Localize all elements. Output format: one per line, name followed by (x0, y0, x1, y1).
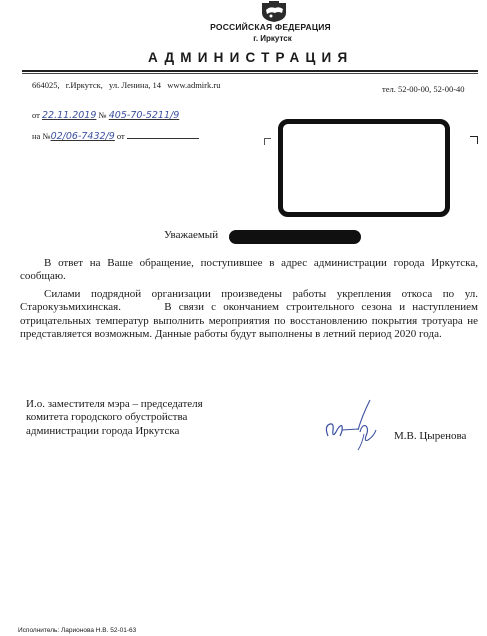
position-line-3: администрации города Иркутска (26, 424, 180, 437)
reply-label: на № (32, 131, 51, 141)
handwritten-signature (318, 396, 382, 452)
coat-of-arms-icon (257, 1, 291, 23)
letter-date: 22.11.2019 (41, 110, 97, 121)
reply-number: 02/06-7432/9 (50, 131, 115, 142)
address-postcode: 664025, (32, 80, 60, 90)
city-name: г. Иркутск (253, 34, 292, 43)
reply-from-label: от (116, 131, 125, 141)
number-label: № (98, 110, 107, 120)
address-corner-right (470, 136, 478, 144)
header-rule-thick (22, 70, 478, 72)
paragraph-main: Силами подрядной организации произведены работы укрепления откоса по ул. Старокузьмихинская. В связи с окончанием строительного сезона и наступлением отрицательных температур выполнить мероприятия по восстановлению покрытия тротуара не представляется возможным. Данные работы будут выполнены в летний период 2020 года. (20, 288, 478, 340)
country-name: РОССИЙСКАЯ ФЕДЕРАЦИЯ (210, 22, 331, 32)
position-line-1: И.о. заместителя мэра – председателя (26, 398, 203, 410)
outgoing-reference (32, 110, 179, 121)
phone-numbers: тел. 52-00-00, 52-00-40 (382, 84, 465, 94)
greeting: Уважаемый (164, 229, 219, 241)
recipient-address-redaction (278, 119, 450, 217)
paragraph-intro: В ответ на Ваше обращение, поступившее в адрес администрации города Иркутска, сообщаю. (20, 257, 478, 283)
address-corner-left (264, 138, 271, 145)
letter-number: 405-70-5211/9 (108, 110, 180, 121)
address-city: г.Иркутск, (65, 80, 103, 90)
incoming-reference (32, 130, 199, 142)
organization-title: АДМИНИСТРАЦИЯ (148, 50, 354, 65)
address-street: ул. Ленина, 14 (109, 80, 162, 90)
recipient-name-redaction (229, 230, 361, 244)
position-line-2: комитета городского обустройства (26, 411, 188, 424)
signatory-position (26, 398, 203, 438)
reply-date-blank (127, 130, 199, 139)
header-rule-thin (22, 73, 478, 74)
signatory-name: М.В. Цыренова (394, 430, 467, 442)
from-label: от (32, 110, 40, 120)
website-link[interactable]: www.admirk.ru (167, 80, 221, 90)
executor-note: Исполнитель: Ларионова Н.В. 52-01-63 (18, 627, 137, 634)
address-line (32, 80, 224, 90)
